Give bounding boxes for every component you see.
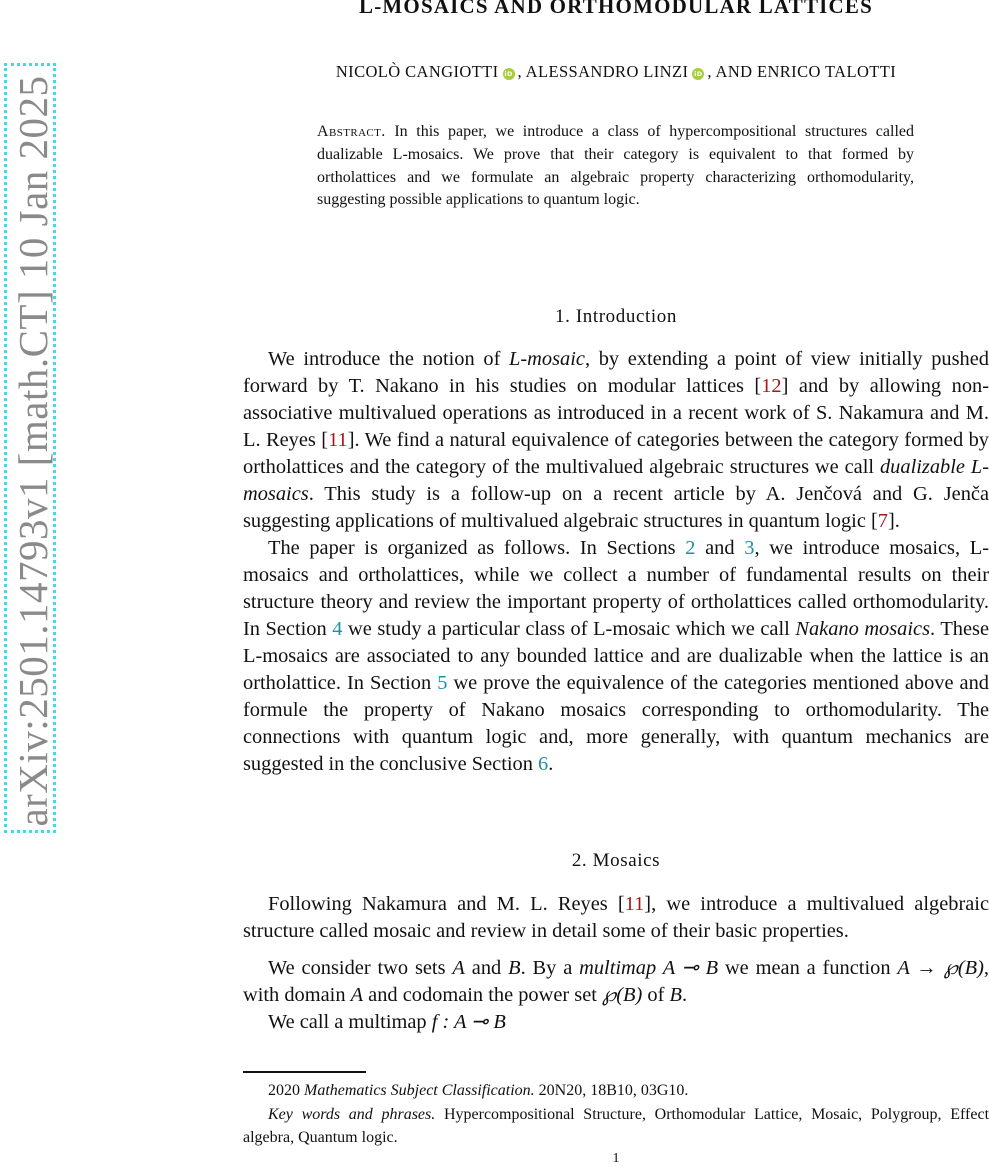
section-link[interactable]: 6: [538, 753, 549, 775]
paragraph: [243, 1009, 989, 1036]
citation-link[interactable]: 12: [761, 375, 782, 397]
emphasis: dualizable L-mosaics: [243, 456, 989, 505]
math: A: [452, 957, 465, 979]
emphasis: Nakano mosaics: [795, 618, 931, 640]
text-run: .: [681, 984, 688, 1006]
section-link[interactable]: 2: [685, 537, 696, 559]
arxiv-stamp: [4, 63, 56, 833]
abstract-heading: Abstract.: [317, 123, 386, 140]
emphasis: multimap: [579, 957, 657, 979]
text-run: . By a: [520, 957, 580, 979]
paper-title: L-MOSAICS AND ORTHOMODULAR LATTICES: [358, 0, 874, 18]
orcid-icon[interactable]: iD: [504, 70, 513, 78]
text-run: Hypercompositional Structure, Orthomodular Lattice, Mosaic, Polygroup, Effect algebra, Quantum logic.: [243, 1105, 989, 1146]
text-run: ] and by allowing non-associative multivalued operations as introduced in a recent work of S. Nakamura and M. L. Reyes [: [243, 375, 989, 451]
text-run: The paper is organized as follows. In Sections: [268, 537, 686, 559]
text-run: we mean a function: [718, 957, 898, 979]
section-body-introduction: [243, 346, 989, 778]
author-name: , AND ENRICO TALOTTI: [707, 62, 897, 81]
math: A → ℘(B): [897, 957, 984, 979]
emphasis: L-mosaic: [509, 348, 585, 370]
section-heading-introduction: 1. Introduction: [555, 306, 677, 327]
text-run: . This study is a follow-up on a recent article by A. Jenčová and G. Jenča suggesting applications of multivalued algebraic structures in quantum logic [: [243, 483, 989, 532]
text-run: , we introduce mosaics, L-mosaics and ortholattices, while we collect a number of fundamental results on their structure theory and review the important property of ortholattices called orthomodularity. In Section: [243, 537, 989, 640]
text-run: We introduce the notion of: [268, 348, 510, 370]
text-run: 20N20, 18B10, 03G10.: [538, 1082, 689, 1099]
math: B: [508, 957, 521, 979]
text-run: of: [642, 984, 670, 1006]
page-number: 1: [612, 1151, 620, 1166]
author-name: NICOLÒ CANGIOTTI: [335, 62, 499, 81]
text-run: and: [464, 957, 509, 979]
citation-link[interactable]: 11: [624, 893, 645, 915]
text-run: We consider two sets: [268, 957, 453, 979]
text-run: we prove the equivalence of the categories mentioned above and formule the property of Nakano mosaics corresponding to orthomodularity. The connections with quantum logic and, more generally, with quantum mechanics are suggested in the conclusive Section: [243, 672, 989, 775]
footnote-label: Mathematics Subject Classification.: [304, 1082, 535, 1099]
section-link[interactable]: 3: [744, 537, 755, 559]
footnote-keywords: [243, 1103, 989, 1150]
text-run: 2020: [268, 1082, 300, 1099]
paragraph: [243, 535, 989, 778]
math: f : A ⊸ B: [431, 1011, 506, 1033]
footnote-rule: [243, 1071, 366, 1073]
text-run: Following Nakamura and M. L. Reyes [: [268, 893, 625, 915]
section-link[interactable]: 4: [332, 618, 343, 640]
arxiv-identifier: arXiv:2501.14793v1 [math.CT] 10 Jan 2025: [10, 75, 56, 827]
section-link[interactable]: 5: [437, 672, 448, 694]
text-run: , with domain: [243, 957, 989, 1006]
citation-link[interactable]: 7: [877, 510, 888, 532]
abstract-text: In this paper, we introduce a class of hypercompositional structures called dualizable L-mosaics. We prove that their category is equivalent to that formed by ortholattices and we formulate an algebraic property characterizing orthomodularity, suggesting possible applications to quantum logic.: [317, 123, 915, 209]
paragraph: [243, 891, 989, 945]
text-run: and codomain the power set: [363, 984, 603, 1006]
footnote-label: Key words and phrases.: [268, 1105, 436, 1123]
text-run: We call a multimap: [268, 1011, 432, 1033]
math: B: [669, 984, 682, 1006]
footnotes: [243, 1079, 989, 1150]
paragraph: [243, 955, 989, 1009]
math: A: [350, 984, 364, 1006]
author-line: [243, 62, 989, 82]
citation-link[interactable]: 11: [328, 429, 348, 451]
paragraph: [243, 346, 989, 535]
math: A ⊸ B: [656, 957, 719, 979]
text-run: .: [548, 753, 554, 775]
text-run: and: [695, 537, 745, 559]
text-run: , by extending a point of view initially pushed forward by T. Nakano in his studies on modular lattices [: [243, 348, 989, 397]
footnote-msc: [243, 1079, 989, 1103]
author-name: , ALESSANDRO LINZI: [517, 62, 689, 81]
text-run: ], we introduce a multivalued algebraic structure called mosaic and review in detail some of their basic properties.: [243, 893, 989, 942]
text-run: we study a particular class of L-mosaic which we call: [342, 618, 796, 640]
section-body-mosaics: [243, 891, 989, 1036]
text-run: . These L-mosaics are associated to any bounded lattice and are dualizable when the lattice is an ortholattice. In Section: [243, 618, 989, 694]
math: ℘(B): [602, 984, 643, 1006]
text-run: ]. We find a natural equivalence of categories between the category formed by ortholattices and the category of the multivalued algebraic structures we call: [243, 429, 989, 478]
abstract: [317, 121, 914, 212]
orcid-icon[interactable]: iD: [694, 70, 703, 78]
section-heading-mosaics: 2. Mosaics: [571, 850, 661, 871]
text-run: ].: [888, 510, 900, 532]
